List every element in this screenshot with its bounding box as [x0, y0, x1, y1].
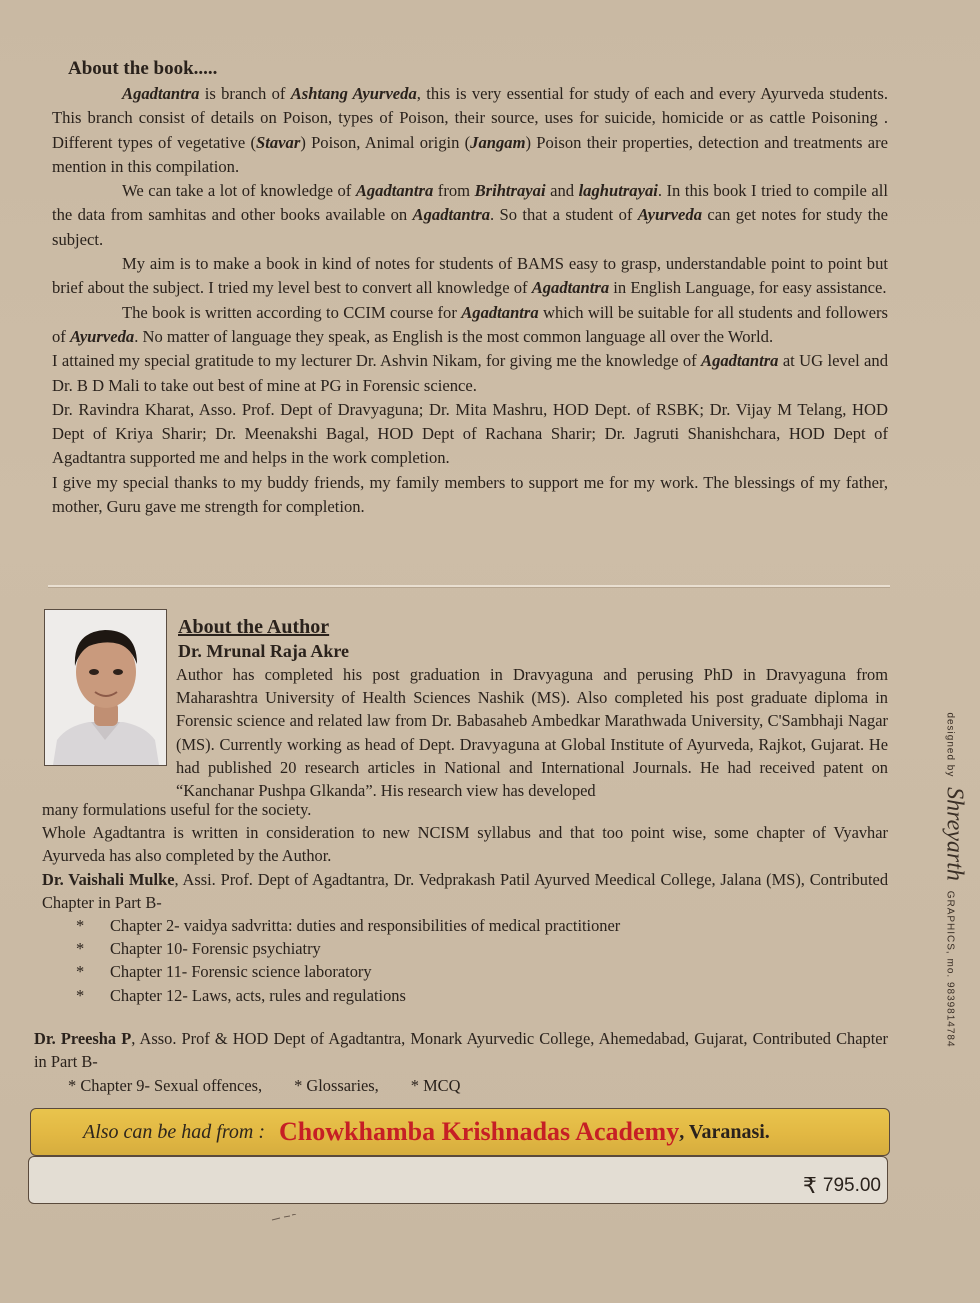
- list-item: [76, 937, 620, 960]
- text: My aim is to make a book in kind of notes for students of BAMS easy to grasp, understandable point to point but brief about the subject. I tried my level best to convert all knowledge of: [52, 254, 888, 298]
- syllabus-note: Whole Agadtantra is written in consideration to new NCISM syllabus and that too point wise, some chapter of Vyavhar Ayurveda has also completed by the Author.: [42, 823, 888, 866]
- publisher-banner: [30, 1108, 890, 1156]
- text: I attained my special gratitude to my lecturer Dr. Ashvin Nikam, for giving me the knowledge of: [52, 351, 701, 371]
- contributor-preesha: [34, 1028, 888, 1073]
- term: Agadtantra: [355, 181, 434, 201]
- text: ) Poison, Animal origin (: [300, 132, 471, 152]
- publisher-name: Chowkhamba Krishnadas Academy: [279, 1117, 680, 1146]
- contributor-vaishali: [42, 868, 888, 914]
- about-book-paragraph-1: [52, 82, 888, 179]
- designer-prefix: designed by: [944, 712, 956, 778]
- term: Agadtantra: [461, 302, 539, 322]
- chapter-text: Chapter 2- vaidya sadvritta: duties and responsibilities of medical practitioner: [110, 916, 621, 935]
- about-book-heading: About the book.....: [68, 58, 218, 79]
- contributor-paragraph: [34, 1028, 888, 1073]
- text: and: [545, 181, 579, 201]
- about-book-paragraph-3: [52, 252, 888, 301]
- term: Stavar: [256, 132, 301, 152]
- bullet: *: [410, 1076, 419, 1095]
- contributor-text: , Asso. Prof & HOD Dept of Agadtantra, Monark Ayurvedic College, Ahemedabad, Gujarat, Contributed Chapter in Part B-: [34, 1029, 888, 1071]
- author-bio-continued: many formulations useful for the society.: [42, 800, 312, 819]
- list-item: [294, 1074, 379, 1098]
- about-book-section: [52, 56, 888, 519]
- publisher-city: , Varanasi.: [679, 1120, 770, 1143]
- contributor-text: , Assi. Prof. Dept of Agadtantra, Dr. Vedprakash Patil Ayurved Meedical College, Jalana (MS), Contributed Chapter in Part B-: [42, 869, 889, 912]
- text: from: [433, 181, 475, 201]
- rupee-icon: ₹: [802, 1173, 817, 1198]
- author-portrait-image: [45, 610, 166, 765]
- about-author-heading: About the Author: [178, 616, 330, 638]
- author-name: Dr. Mrunal Raja Akre: [178, 641, 349, 661]
- bullet: *: [76, 939, 85, 959]
- text: which will be suitable for all students and followers of: [52, 302, 889, 346]
- contributor-1-chapter-list: [76, 914, 620, 1007]
- text: in English Language, for easy assistance.: [609, 278, 887, 298]
- banner-lead-text: Also can be had from :: [83, 1120, 266, 1143]
- text: . No matter of language they speak, as English is the most common language all over the World.: [134, 326, 774, 346]
- chapter-text: Chapter 11- Forensic science laboratory: [110, 962, 372, 982]
- section-divider: [48, 585, 890, 588]
- bullet: *: [76, 985, 85, 1005]
- about-book-paragraph-2: [52, 179, 888, 252]
- contributor-name: Dr. Vaishali Mulke: [42, 869, 175, 889]
- about-book-paragraph-4: [52, 301, 888, 350]
- list-item: [411, 1074, 461, 1098]
- text: . In this book I tried to compile all the data from samhitas and other books available on: [52, 181, 888, 225]
- text: ) Poison their properties, detection and treatments are mention in this compilation.: [52, 132, 888, 176]
- text: We can take a lot of knowledge of: [122, 181, 356, 201]
- text: The book is written according to CCIM course for: [122, 302, 462, 322]
- chapter-text: Chapter 12- Laws, acts, rules and regulations: [110, 985, 406, 1005]
- price-amount: 795.00: [822, 1175, 881, 1196]
- text: at UG level and Dr. B D Mali to take out best of mine at PG in Forensic science.: [52, 351, 889, 395]
- bullet: *: [76, 916, 85, 935]
- text: , this is very essential for study of each and every Ayurveda students. This branch consist of details on Poison, types of Poison, their source, uses for suicide, homicide or as cattle Poisoning . Different types of vegetative (: [52, 84, 888, 152]
- list-item: [76, 984, 620, 1007]
- term: Jangam: [470, 132, 526, 152]
- price-tag: [803, 1169, 881, 1203]
- term: Agadtantra: [531, 278, 610, 298]
- term: Ashtang Ayurveda: [290, 84, 417, 103]
- item-text: Glossaries,: [306, 1076, 379, 1095]
- item-text: Chapter 9- Sexual offences,: [80, 1076, 263, 1095]
- term: Agadtantra: [122, 84, 200, 103]
- designer-contact: GRAPHICS, mo. 9839814784: [944, 890, 956, 1048]
- bullet: *: [76, 962, 85, 982]
- about-book-paragraph-5: [52, 349, 888, 398]
- term: Agadtantra: [412, 205, 491, 225]
- about-author-header: [178, 614, 890, 662]
- author-photo: [44, 609, 167, 766]
- bullet: *: [68, 1076, 77, 1095]
- author-details: [42, 798, 888, 914]
- bullet: *: [294, 1076, 303, 1095]
- text: can get notes for study the subject.: [52, 205, 888, 249]
- list-item: [76, 960, 620, 983]
- term: Brihtrayai: [474, 181, 546, 201]
- about-book-paragraph-7: I give my special thanks to my buddy friends, my family members to support me for my work. The blessings of my father, mother, Guru gave me strength for completion.: [52, 472, 888, 517]
- term: Ayurveda: [69, 326, 135, 346]
- chapter-text: Chapter 10- Forensic psychiatry: [110, 939, 321, 959]
- term: Agadtantra: [701, 351, 779, 371]
- contributor-2-items: [68, 1074, 492, 1098]
- list-item: [68, 1074, 262, 1098]
- item-text: MCQ: [423, 1076, 461, 1095]
- list-item: [76, 914, 620, 937]
- about-book-paragraph-6: Dr. Ravindra Kharat, Asso. Prof. Dept of Dravyaguna; Dr. Mita Mashru, HOD Dept. of RSBK; Dr. Vijay M Telang, HOD Dept of Kriya Sharir; Dr. Meenakshi Bagal, HOD Dept of Rachana Sharir; Dr. Jagruti Shanishchara, HOD Dept of Agadtantra supported me and helps in the work completion.: [52, 399, 888, 468]
- term: laghutrayai: [578, 181, 658, 201]
- print-speck: [270, 1214, 298, 1222]
- author-bio: Author has completed his post graduation in Dravyaguna and perusing PhD in Dravyaguna from Maharashtra University of Health Sciences Nashik (MS). Also completed his post graduate diploma in Forensic science and related law from Dr. Babasaheb Ambedkar Marathwada University, C'Sambhaji Nagar (MS). Currently working as head of Dept. Dravyaguna at Global Institute of Ayurveda, Rajkot, Gujarat. He had published 20 research articles in National and International Journals. He had received patent on “Kanchanar Pushpa Glkanda”. His research view has developed: [176, 665, 888, 801]
- designer-name: Shreyarth: [941, 787, 968, 881]
- term: Ayurveda: [637, 205, 702, 225]
- text: . So that a student of: [490, 205, 638, 225]
- contributor-name: Dr. Preesha P: [34, 1029, 132, 1048]
- designer-credit: [941, 712, 968, 1047]
- text: is branch of: [199, 84, 291, 103]
- price-box: [28, 1156, 888, 1204]
